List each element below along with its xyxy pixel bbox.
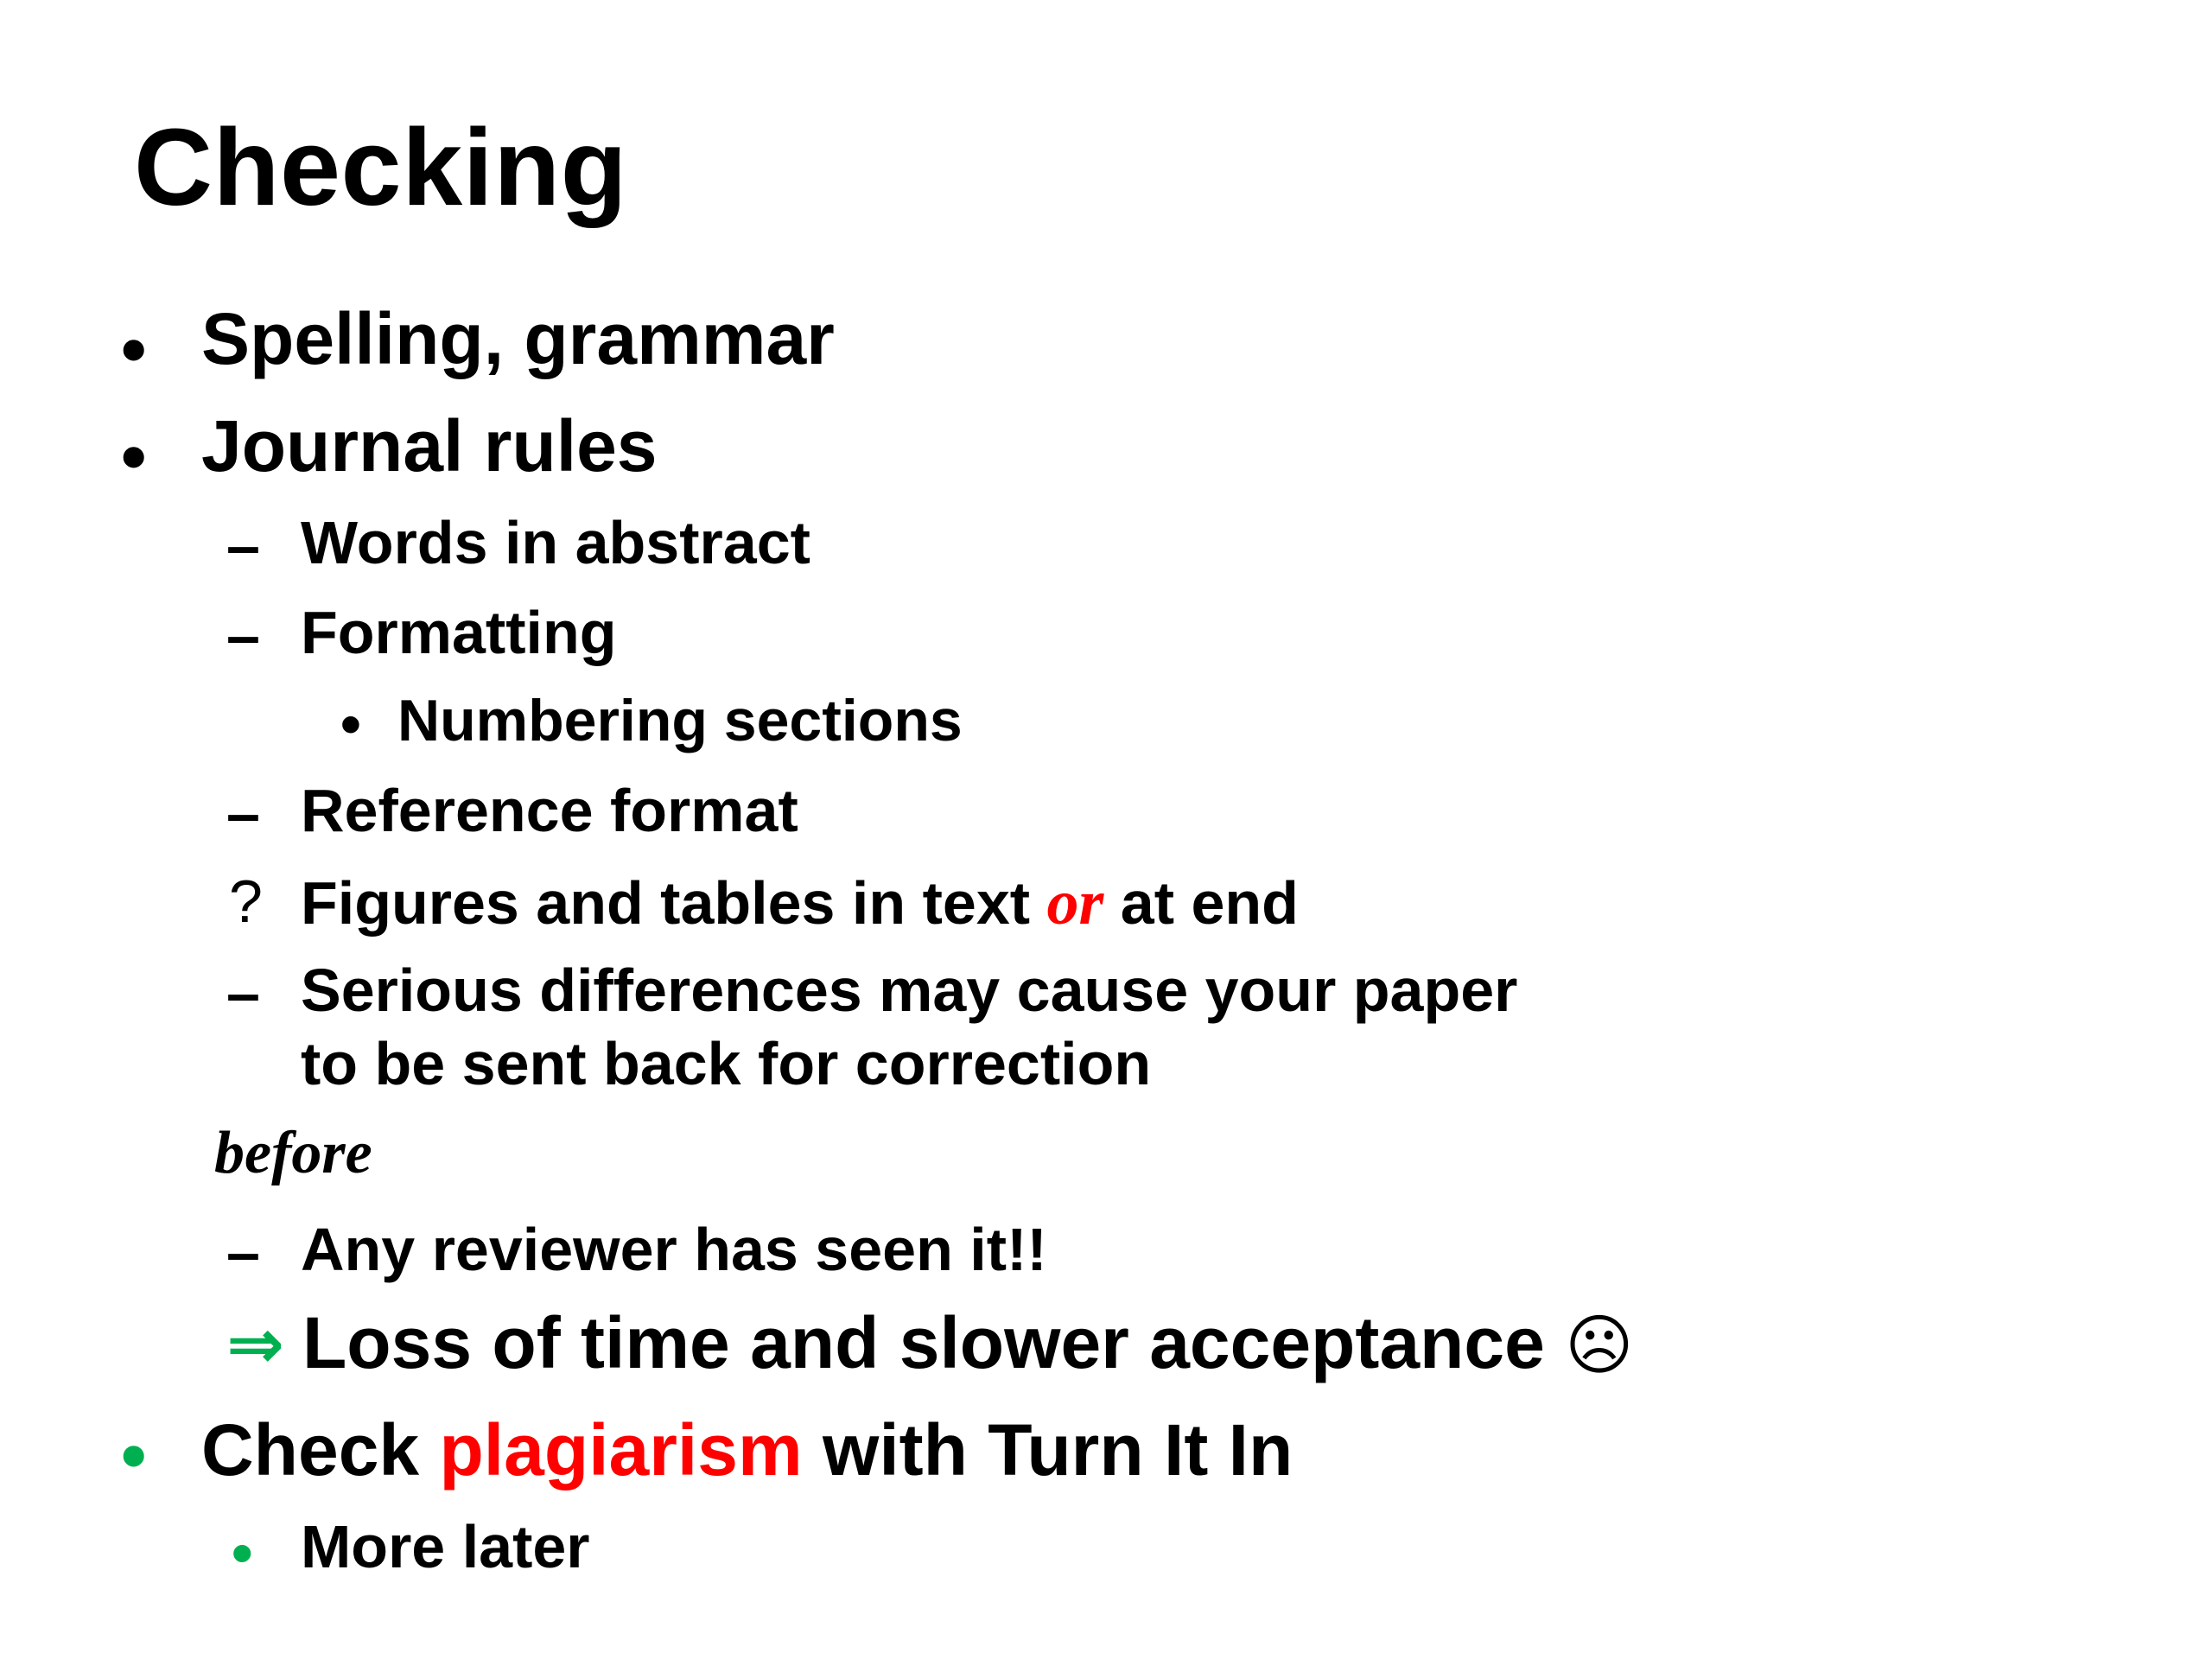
- implies-arrow-icon: ⇒: [226, 1304, 285, 1384]
- bullet-marker: •: [232, 1519, 253, 1586]
- subitem-serious-differences-line2: to be sent back for correction: [301, 1030, 1152, 1097]
- figures-text-before: Figures and tables in text: [301, 869, 1047, 937]
- dash-marker: –: [226, 779, 260, 847]
- check-text-before: Check: [201, 1409, 440, 1491]
- check-text-after: with Turn It In: [802, 1409, 1294, 1491]
- figures-text-after: at end: [1103, 869, 1299, 937]
- subsubitem-numbering-sections: Numbering sections: [397, 688, 963, 753]
- subitem-serious-differences-line1: Serious differences may cause your paper: [301, 957, 1518, 1024]
- consequence-loss-of-time: [302, 1302, 1634, 1383]
- subitem-figures-and-tables: [301, 868, 1299, 938]
- frown-face-icon: ☹: [1565, 1306, 1634, 1383]
- before-label: before: [214, 1120, 372, 1186]
- subitem-reference-format: Reference format: [301, 777, 798, 844]
- emphasis-plagiarism: plagiarism: [439, 1409, 803, 1491]
- dash-marker: –: [226, 959, 260, 1027]
- dash-marker: –: [226, 512, 260, 579]
- subitem-words-in-abstract: Words in abstract: [301, 509, 810, 576]
- subitem-any-reviewer: Any reviewer has seen it!!: [301, 1216, 1047, 1283]
- subitem-formatting: Formatting: [301, 599, 617, 666]
- bullet-spelling-grammar: Spelling, grammar: [201, 298, 835, 379]
- emphasis-or: or: [1046, 868, 1104, 938]
- bullet-check-plagiarism: [201, 1409, 1294, 1491]
- slide-title: Checking: [134, 106, 628, 228]
- bullet-marker: •: [340, 691, 361, 757]
- bullet-marker: •: [121, 308, 147, 390]
- subitem-more-later: More later: [301, 1513, 590, 1580]
- question-marker: ?: [229, 868, 263, 935]
- bullet-marker: •: [121, 416, 147, 497]
- bullet-marker: •: [121, 1414, 147, 1496]
- dash-marker: –: [226, 601, 260, 669]
- bullet-journal-rules: Journal rules: [201, 405, 658, 486]
- consequence-text: Loss of time and slower acceptance: [302, 1302, 1566, 1383]
- dash-marker: –: [226, 1218, 260, 1286]
